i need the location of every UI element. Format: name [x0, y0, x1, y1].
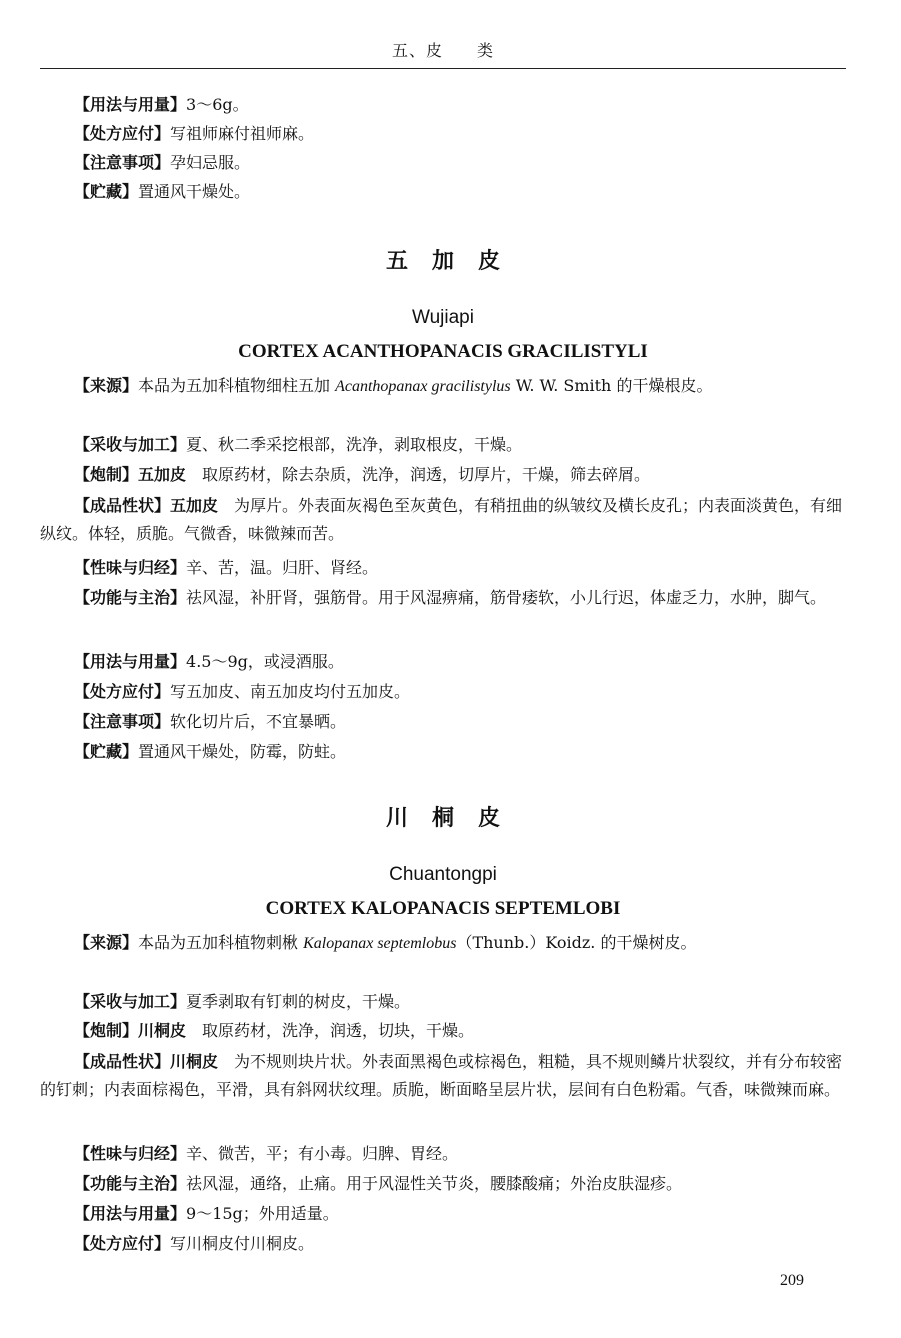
- product-paragraph: [40, 492, 846, 548]
- field-text: 孕妇忌服。: [170, 153, 251, 172]
- field-text: 3～6g。: [186, 95, 249, 114]
- field-text: 祛风湿，通络，止痛。用于风湿性关节炎，腰膝酸痛；外治皮肤湿疹。: [186, 1174, 683, 1193]
- source-paragraph: [40, 929, 846, 958]
- running-header: 五、皮 类: [391, 41, 494, 60]
- source-paragraph: [40, 372, 846, 401]
- subheading: 五加皮: [138, 465, 187, 484]
- page-number: 209: [780, 1272, 804, 1289]
- field-label: 【来源】: [74, 376, 139, 395]
- field-text: 取原药材，洗净，润透，切块，干燥。: [186, 1021, 475, 1040]
- dosage-line: [40, 651, 880, 673]
- field-label: 【处方应付】: [74, 1234, 171, 1253]
- subheading: 川桐皮: [138, 1021, 187, 1040]
- caution-line: [40, 152, 880, 174]
- processing-line: [40, 464, 880, 486]
- field-text: 为厚片。外表面灰褐色至灰黄色，有稍扭曲的纵皱纹及横长皮孔；内表面淡黄色，有细纵纹。体轻，质脆。气微香，味微辣而苦。: [40, 496, 843, 543]
- field-label: 【采收与加工】: [74, 435, 187, 454]
- dosage-line: [40, 1203, 880, 1225]
- prescription-line: [40, 681, 880, 703]
- field-text: 写五加皮、南五加皮均付五加皮。: [170, 682, 411, 701]
- field-text: 写川桐皮付川桐皮。: [170, 1234, 315, 1253]
- entry-title: 川桐皮: [385, 806, 524, 831]
- entry-pinyin: Chuantongpi: [389, 864, 497, 885]
- field-text: 辛、微苦，平；有小毒。归脾、胃经。: [186, 1144, 459, 1163]
- field-label: 【炮制】: [74, 465, 139, 484]
- nature-line: [40, 557, 880, 579]
- field-label: 【贮藏】: [74, 742, 139, 761]
- field-label: 【功能与主治】: [74, 588, 187, 607]
- function-line: [40, 1173, 880, 1195]
- field-label: 【贮藏】: [74, 182, 139, 201]
- dosage-line: [40, 94, 880, 116]
- subheading: 五加皮: [170, 496, 219, 515]
- subheading: 川桐皮: [170, 1052, 219, 1071]
- species-name: Acanthopanax gracilistylus: [335, 378, 511, 395]
- field-text: 为不规则块片状。外表面黑褐色或棕褐色，粗糙，具不规则鳞片状裂纹，并有分布较密的钉刺；内表面棕褐色，平滑，具有斜网状纹理。质脆，断面略呈层片状，层间有白色粉霜。气香，味微辣而麻。: [40, 1052, 843, 1099]
- field-label: 【用法与用量】: [74, 1204, 187, 1223]
- field-label: 【采收与加工】: [74, 992, 187, 1011]
- field-label: 【来源】: [74, 933, 139, 952]
- field-label: 【成品性状】: [74, 1052, 171, 1071]
- header-rule: [40, 68, 846, 69]
- field-label: 【注意事项】: [74, 712, 171, 731]
- field-label: 【用法与用量】: [74, 95, 187, 114]
- field-label: 【处方应付】: [74, 124, 171, 143]
- field-text: 写祖师麻付祖师麻。: [170, 124, 315, 143]
- field-text: 4.5～9g，或浸酒服。: [186, 652, 344, 671]
- entry-latin-name: CORTEX KALOPANACIS SEPTEMLOBI: [265, 898, 621, 919]
- field-text: （Thunb.）Koidz. 的干燥树皮。: [456, 933, 697, 952]
- field-label: 【处方应付】: [74, 682, 171, 701]
- field-label: 【性味与归经】: [74, 1144, 187, 1163]
- storage-line: [40, 181, 880, 203]
- field-text: W. W. Smith 的干燥根皮。: [510, 376, 713, 395]
- harvest-line: [40, 991, 880, 1013]
- field-label: 【注意事项】: [74, 153, 171, 172]
- field-text: 夏、秋二季采挖根部，洗净，剥取根皮，干燥。: [186, 435, 523, 454]
- field-text: 取原药材，除去杂质，洗净，润透，切厚片，干燥，筛去碎屑。: [186, 465, 651, 484]
- field-text: 本品为五加科植物细柱五加: [138, 376, 336, 395]
- nature-line: [40, 1143, 880, 1165]
- species-name: Kalopanax septemlobus: [303, 935, 457, 952]
- field-text: 置通风干燥处。: [138, 182, 251, 201]
- entry-latin-name: CORTEX ACANTHOPANACIS GRACILISTYLI: [238, 341, 648, 362]
- prescription-line: [40, 1233, 880, 1255]
- field-text: 9～15g；外用适量。: [186, 1204, 339, 1223]
- function-paragraph: [40, 584, 846, 612]
- field-text: 本品为五加科植物刺楸: [138, 933, 304, 952]
- field-text: 夏季剥取有钉刺的树皮，干燥。: [186, 992, 411, 1011]
- field-label: 【性味与归经】: [74, 558, 187, 577]
- prescription-line: [40, 123, 880, 145]
- field-text: 辛、苦，温。归肝、肾经。: [186, 558, 379, 577]
- field-label: 【炮制】: [74, 1021, 139, 1040]
- harvest-line: [40, 434, 880, 456]
- entry-pinyin: Wujiapi: [412, 307, 474, 328]
- field-label: 【用法与用量】: [74, 652, 187, 671]
- entry-title: 五加皮: [385, 249, 524, 274]
- field-text: 置通风干燥处，防霉，防蛀。: [138, 742, 347, 761]
- caution-line: [40, 711, 880, 733]
- processing-line: [40, 1020, 880, 1042]
- field-label: 【成品性状】: [74, 496, 171, 515]
- field-text: 祛风湿，补肝肾，强筋骨。用于风湿痹痛，筋骨痿软，小儿行迟，体虚乏力，水肿，脚气。: [186, 588, 827, 607]
- product-paragraph: [40, 1048, 846, 1104]
- field-label: 【功能与主治】: [74, 1174, 187, 1193]
- storage-line: [40, 741, 880, 763]
- field-text: 软化切片后，不宜暴晒。: [170, 712, 347, 731]
